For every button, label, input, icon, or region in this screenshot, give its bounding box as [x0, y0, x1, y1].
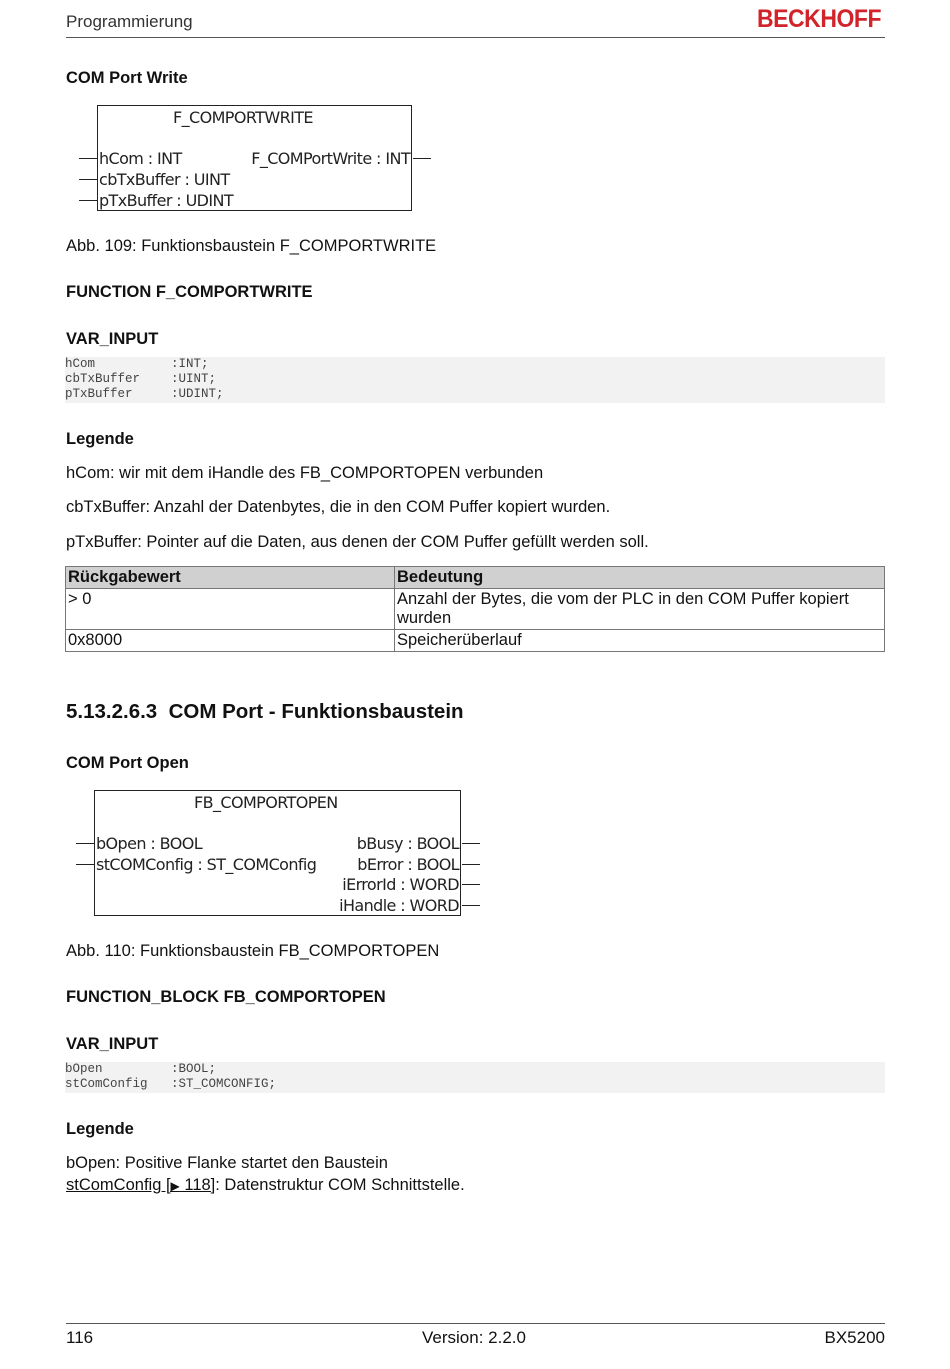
write-legend-item: hCom: wir mit dem iHandle des FB_COMPORTOPEN verbunden [66, 464, 544, 482]
code-var-type: :INT; [171, 357, 209, 371]
write-heading: COM Port Write [66, 69, 188, 87]
write-var-input-title: VAR_INPUT [66, 330, 159, 348]
code-line [65, 387, 885, 402]
table-cell: Speicherüberlauf [395, 630, 885, 652]
code-var-name: stComConfig [65, 1077, 148, 1091]
open-heading: COM Port Open [66, 754, 189, 772]
stcomconfig-link-text[interactable]: stComConfig [ [66, 1176, 171, 1194]
table-row [66, 630, 885, 652]
write-block-name: F_COMPORTWRITE [173, 108, 313, 127]
brand-logo: BECKHOFF [757, 5, 882, 33]
open-input-label: bOpen : BOOL [96, 834, 203, 853]
write-block-diagram [78, 104, 434, 214]
write-legend-item: cbTxBuffer: Anzahl der Datenbytes, die in den COM Puffer kopiert wurden. [66, 498, 611, 516]
write-legend-item: pTxBuffer: Pointer auf die Daten, aus denen der COM Puffer gefüllt werden soll. [66, 533, 649, 551]
open-output-pin [462, 864, 480, 865]
open-legend-title: Legende [66, 1120, 134, 1138]
write-function-title: FUNCTION F_COMPORTWRITE [66, 283, 313, 301]
open-output-label: bError : BOOL [357, 855, 459, 874]
section-heading: 5.13.2.6.3 COM Port - Funktionsbaustein [66, 700, 464, 723]
code-line [65, 372, 885, 387]
code-var-name: bOpen [65, 1062, 103, 1076]
page-reference-arrow-icon[interactable]: ▶ [170, 1179, 180, 1193]
code-var-type: :UDINT; [171, 387, 224, 401]
write-input-pin [79, 200, 97, 201]
write-output-pin [413, 158, 431, 159]
code-var-type: :ST_COMCONFIG; [171, 1077, 277, 1091]
table-cell: > 0 [66, 589, 395, 630]
open-output-label: iErrorId : WORD [342, 875, 459, 894]
open-input-pin [76, 864, 94, 865]
write-input-pin [79, 158, 97, 159]
open-output-pin [462, 884, 480, 885]
code-var-type: :BOOL; [171, 1062, 217, 1076]
open-function-title: FUNCTION_BLOCK FB_COMPORTOPEN [66, 988, 386, 1006]
write-figure-caption: Abb. 109: Funktionsbaustein F_COMPORTWRITE [66, 237, 437, 255]
footer-divider [66, 1323, 885, 1324]
open-block-diagram [74, 789, 486, 919]
open-legend-item [66, 1176, 465, 1195]
header-section-title: Programmierung [66, 12, 193, 31]
write-output-label: F_COMPortWrite : INT [251, 149, 410, 168]
code-var-type: :UINT; [171, 372, 217, 386]
code-var-name: hCom [65, 357, 96, 371]
open-output-pin [462, 905, 480, 906]
open-code-block [65, 1062, 885, 1093]
open-output-pin [462, 843, 480, 844]
open-figure-caption: Abb. 110: Funktionsbaustein FB_COMPORTOPEN [66, 942, 440, 960]
write-input-label: cbTxBuffer : UINT [99, 170, 230, 189]
footer-version: Version: 2.2.0 [422, 1328, 526, 1347]
table-header-cell: Rückgabewert [66, 567, 395, 589]
write-input-label: pTxBuffer : UDINT [99, 191, 234, 210]
footer-product: BX5200 [824, 1328, 885, 1347]
return-value-table [65, 566, 885, 652]
footer-page-number: 116 [66, 1328, 94, 1347]
open-output-label: iHandle : WORD [339, 896, 459, 915]
code-var-name: pTxBuffer [65, 387, 133, 401]
open-var-input-title: VAR_INPUT [66, 1035, 159, 1053]
code-line [65, 1077, 885, 1092]
open-legend-item: bOpen: Positive Flanke startet den Baustein [66, 1154, 388, 1172]
open-block-name: FB_COMPORTOPEN [194, 793, 338, 812]
code-line [65, 1062, 885, 1077]
open-legend-description: : Datenstruktur COM Schnittstelle. [215, 1176, 465, 1194]
table-header-row [66, 567, 885, 589]
write-code-block [65, 357, 885, 403]
code-line [65, 357, 885, 372]
write-input-pin [79, 179, 97, 180]
table-cell: Anzahl der Bytes, die vom der PLC in den COM Puffer kopiert wurden [395, 589, 885, 630]
code-var-name: cbTxBuffer [65, 372, 141, 386]
stcomconfig-link[interactable] [66, 1176, 215, 1194]
header-divider [66, 37, 885, 38]
open-input-label: stCOMConfig : ST_COMConfig [96, 855, 317, 874]
open-input-pin [76, 843, 94, 844]
table-cell: 0x8000 [66, 630, 395, 652]
write-legend-title: Legende [66, 430, 134, 448]
table-header-cell: Bedeutung [395, 567, 885, 589]
stcomconfig-link-page[interactable]: 118] [179, 1176, 216, 1194]
write-input-label: hCom : INT [99, 149, 182, 168]
open-output-label: bBusy : BOOL [356, 834, 459, 853]
table-row [66, 589, 885, 630]
